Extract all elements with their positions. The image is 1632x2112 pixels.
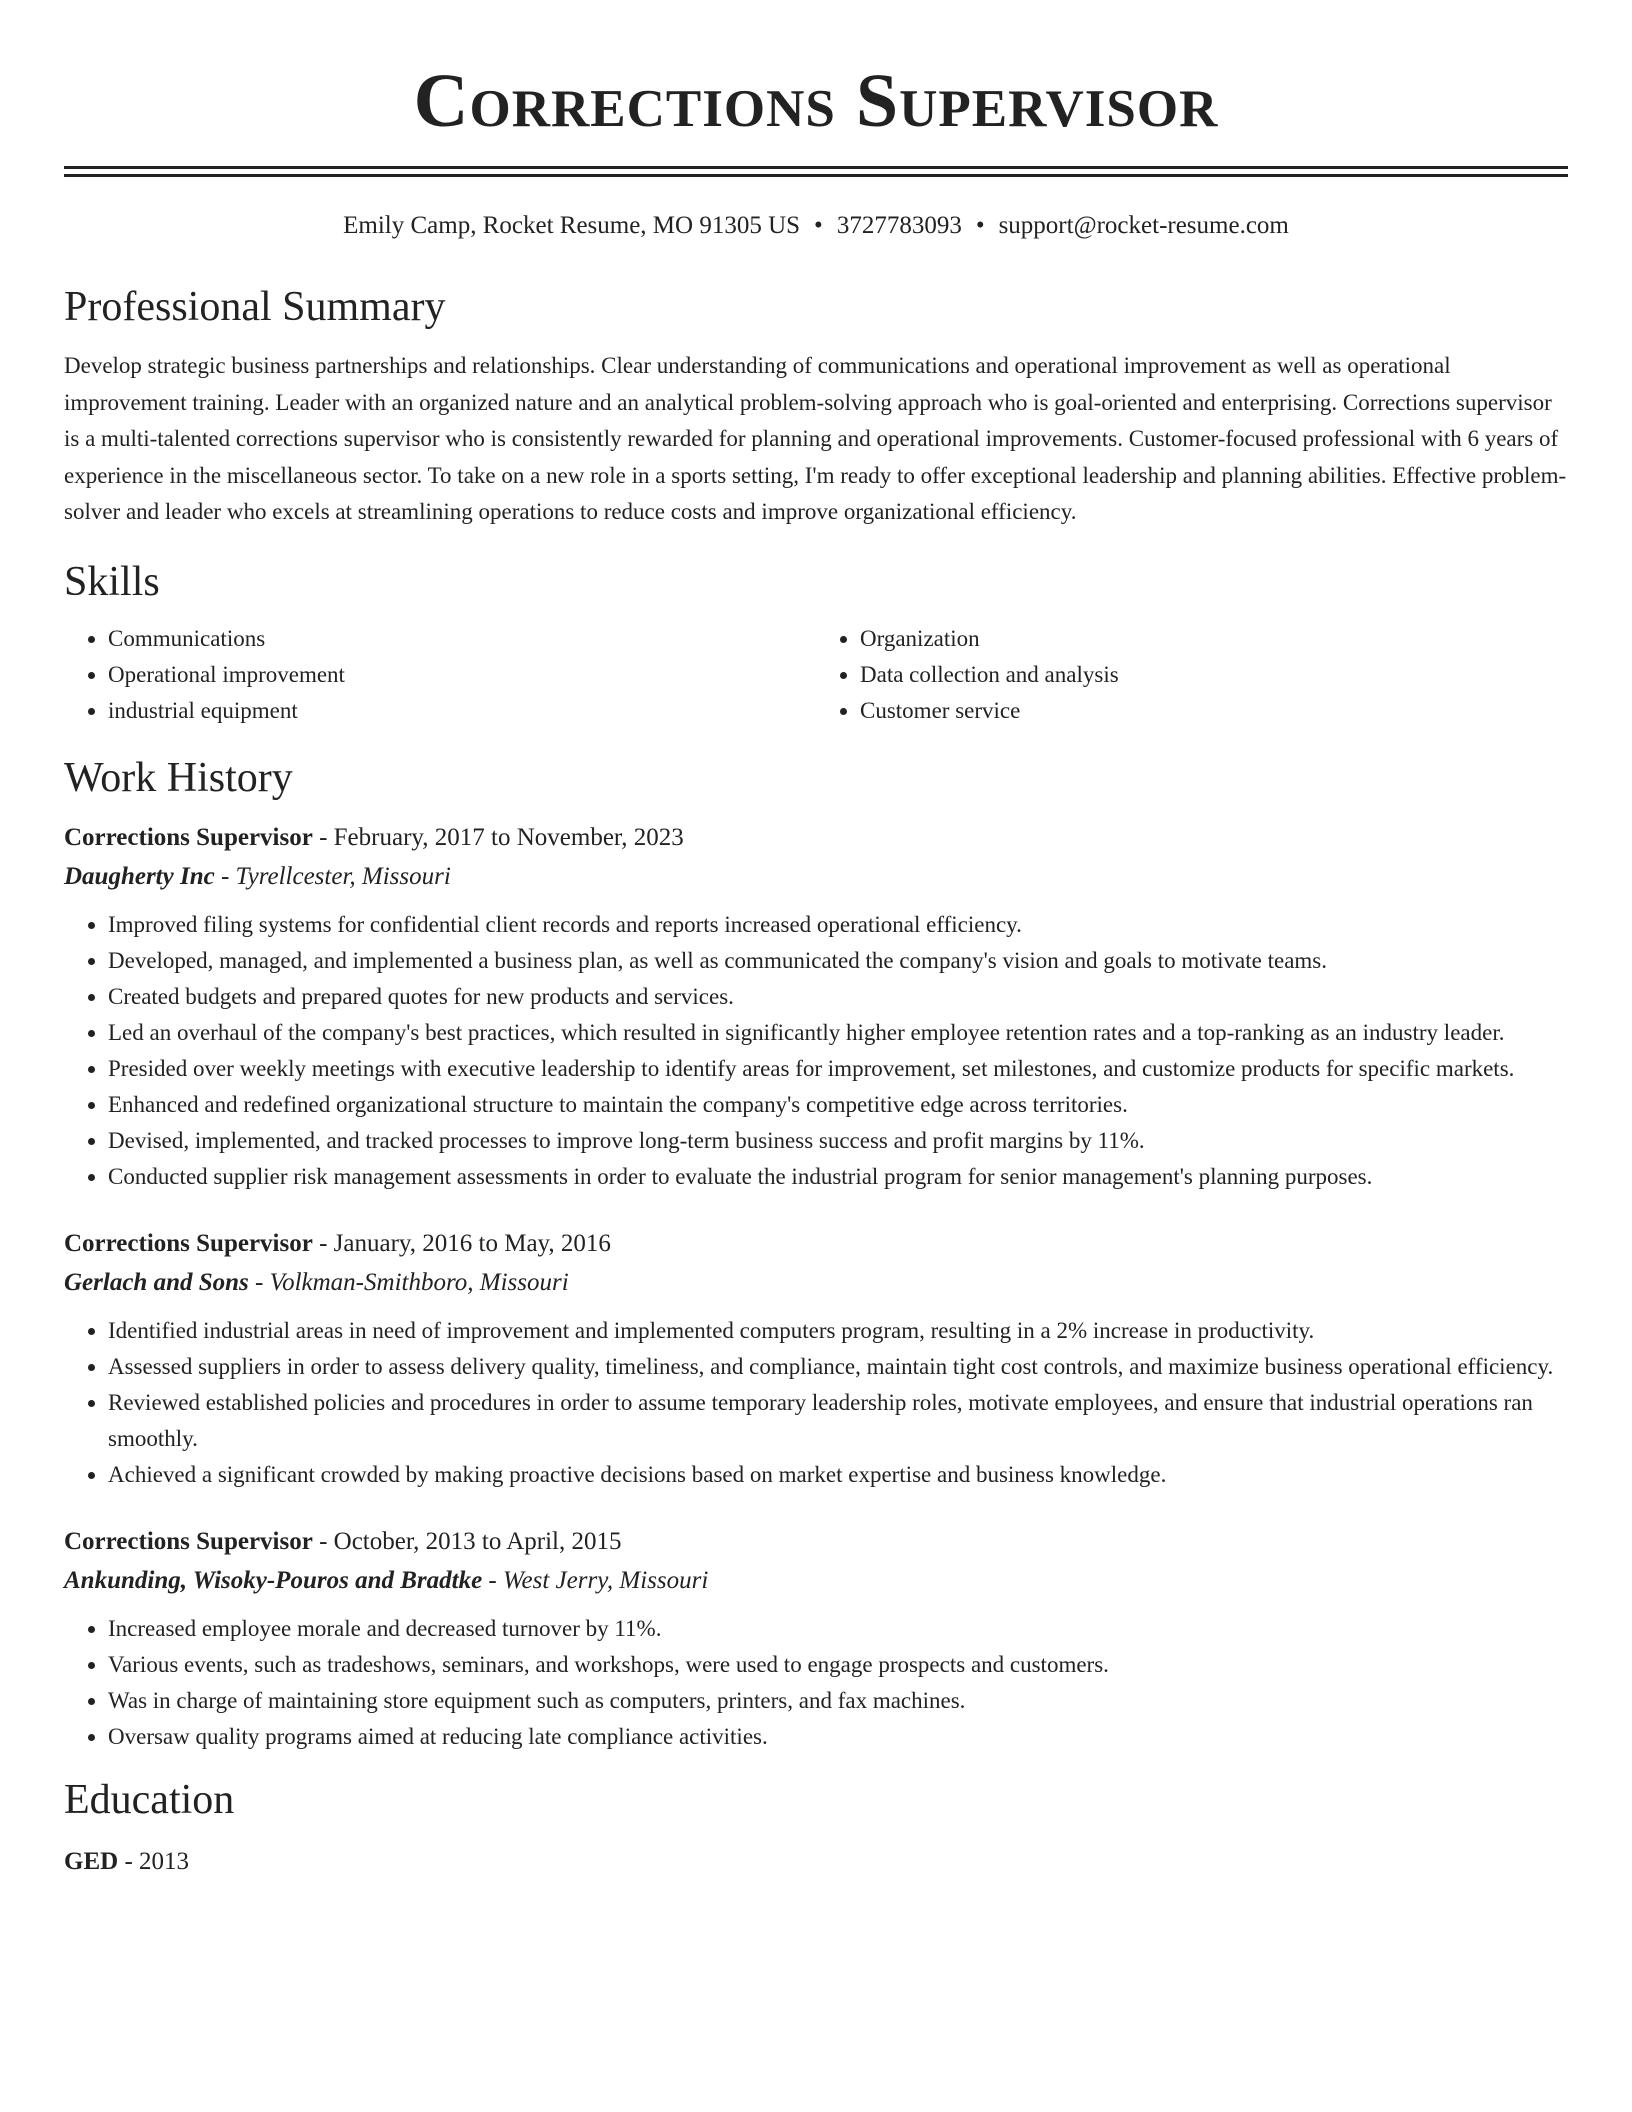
company-name: Daugherty Inc [64, 862, 215, 890]
job-entry [64, 1523, 1568, 1755]
company-line [64, 1263, 1568, 1303]
company-line [64, 1561, 1568, 1601]
contact-phone: 3727783093 [836, 212, 962, 239]
job-dates: - February, 2017 to November, 2023 [319, 823, 684, 851]
skills-column-left [64, 621, 816, 729]
job-title-line [64, 819, 1568, 857]
section-heading-education: Education [64, 1776, 235, 1823]
skill-item: • Data collection and analysis [860, 657, 1568, 693]
skills-column-right [816, 621, 1568, 729]
job-bullet: • Was in charge of maintaining store equipment such as computers, printers, and fax machines. [108, 1683, 1568, 1719]
company-location: - Volkman-Smithboro, Missouri [255, 1268, 569, 1296]
contact-separator: • [814, 212, 823, 239]
job-title: Corrections Supervisor [64, 823, 313, 851]
skill-item: • industrial equipment [108, 693, 816, 729]
education-year: - 2013 [124, 1847, 190, 1875]
title-double-rule [64, 166, 1568, 177]
job-title: Corrections Supervisor [64, 1527, 313, 1555]
section-heading-skills: Skills [64, 558, 160, 605]
skill-item: • Operational improvement [108, 657, 816, 693]
skill-item: • Organization [860, 621, 1568, 657]
section-heading-summary: Professional Summary [64, 284, 446, 330]
education-entry [64, 1843, 1568, 1881]
company-location: - West Jerry, Missouri [488, 1566, 709, 1594]
job-bullet: • Developed, managed, and implemented a business plan, as well as communicated the company's vision and goals to motivate teams. [108, 943, 1568, 979]
job-bullets [64, 1313, 1568, 1493]
resume-title: Corrections Supervisor [413, 59, 1219, 143]
job-entry [64, 819, 1568, 1195]
company-name: Ankunding, Wisoky-Pouros and Bradtke [64, 1566, 483, 1594]
job-bullets [64, 907, 1568, 1195]
company-line [64, 857, 1568, 897]
contact-email: support@rocket-resume.com [998, 212, 1289, 239]
contact-address: Emily Camp, Rocket Resume, MO 91305 US [343, 212, 801, 239]
job-bullet: • Presided over weekly meetings with executive leadership to identify areas for improvement, set milestones, and customize products for specific markets. [108, 1051, 1568, 1087]
job-bullet: • Conducted supplier risk management assessments in order to evaluate the industrial program for senior management's planning purposes. [108, 1159, 1568, 1195]
job-bullet: • Devised, implemented, and tracked processes to improve long-term business success and profit margins by 11%. [108, 1123, 1568, 1159]
job-bullets [64, 1611, 1568, 1755]
job-bullet: • Created budgets and prepared quotes for new products and services. [108, 979, 1568, 1015]
job-bullet: • Led an overhaul of the company's best practices, which resulted in significantly higher employee retention rates and a top-ranking as an industry leader. [108, 1015, 1568, 1051]
job-bullet: • Reviewed established policies and procedures in order to assume temporary leadership roles, motivate employees, and ensure that industrial operations ran smoothly. [108, 1385, 1568, 1457]
summary-text: Develop strategic business partnerships and relationships. Clear understanding of communications and operational improvement as well as operational improvement training. Leader with an organized nature and an analytical problem-solving approach who is goal-oriented and enterprising. Corrections supervisor is a multi-talented corrections supervisor who is consistently rewarded for planning and operational improvements. Customer-focused professional with 6 years of experience in the miscellaneous sector. To take on a new role in a sports setting, I'm ready to offer exceptional leadership and planning abilities. Effective problem-solver and leader who excels at streamlining operations to reduce costs and improve organizational efficiency. [64, 353, 1567, 524]
job-bullet: • Various events, such as tradeshows, seminars, and workshops, were used to engage prospects and customers. [108, 1647, 1568, 1683]
section-heading-work-history: Work History [64, 754, 293, 801]
company-name: Gerlach and Sons [64, 1268, 249, 1296]
skills-list [64, 621, 1568, 729]
company-location: - Tyrellcester, Missouri [220, 862, 451, 890]
job-bullet: • Assessed suppliers in order to assess delivery quality, timeliness, and compliance, maintain tight cost controls, and maximize business operational efficiency. [108, 1349, 1568, 1385]
job-bullet: • Oversaw quality programs aimed at reducing late compliance activities. [108, 1719, 1568, 1755]
job-bullet: • Improved filing systems for confidential client records and reports increased operational efficiency. [108, 907, 1568, 943]
skill-item: • Communications [108, 621, 816, 657]
job-title-line [64, 1523, 1568, 1561]
job-bullet: • Identified industrial areas in need of improvement and implemented computers program, resulting in a 2% increase in productivity. [108, 1313, 1568, 1349]
job-title: Corrections Supervisor [64, 1229, 313, 1257]
contact-separator: • [975, 212, 985, 239]
job-dates: - January, 2016 to May, 2016 [319, 1229, 611, 1257]
education-degree: GED [64, 1847, 119, 1875]
skill-item: • Customer service [860, 693, 1568, 729]
job-bullet: • Enhanced and redefined organizational structure to maintain the company's competitive edge across territories. [108, 1087, 1568, 1123]
job-entry [64, 1225, 1568, 1493]
job-bullet: • Achieved a significant crowded by making proactive decisions based on market expertise and business knowledge. [108, 1457, 1568, 1493]
job-bullet: • Increased employee morale and decreased turnover by 11%. [108, 1611, 1568, 1647]
contact-line [64, 210, 1568, 242]
job-title-line [64, 1225, 1568, 1263]
resume-page [64, 0, 1568, 1881]
job-dates: - October, 2013 to April, 2015 [319, 1527, 622, 1555]
